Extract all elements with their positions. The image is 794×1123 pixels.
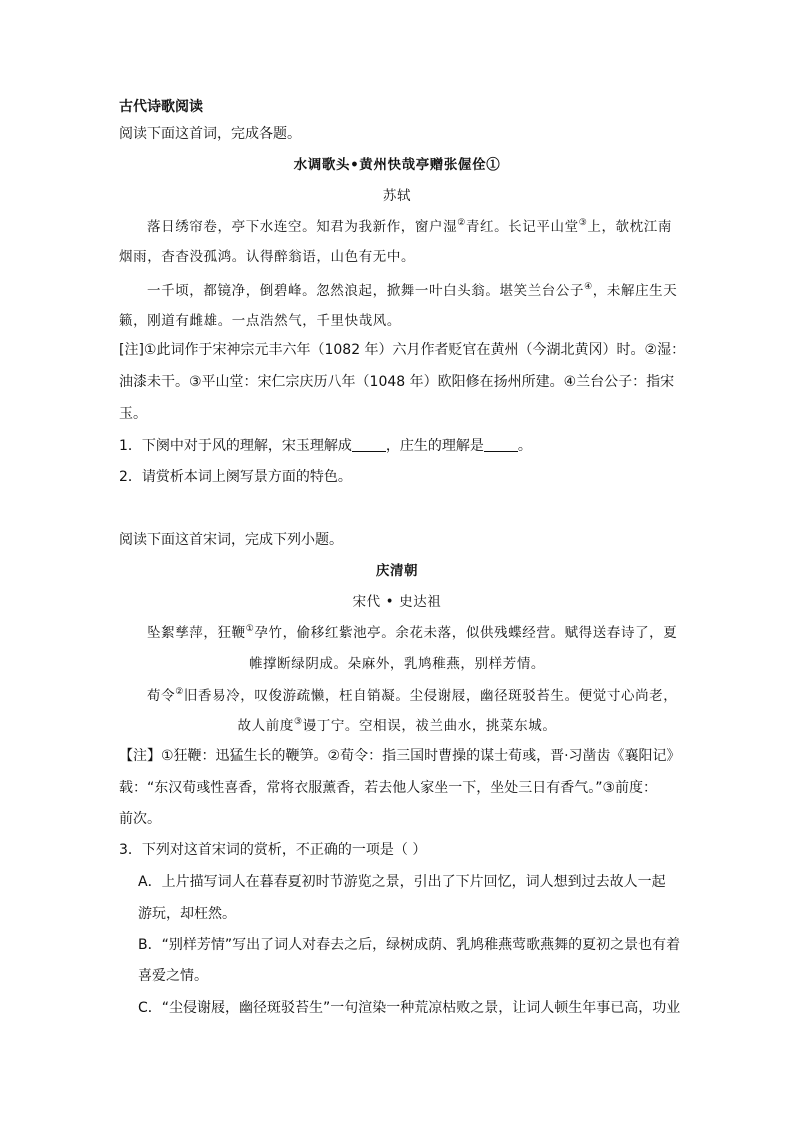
poem1-stanza1-line2: 烟雨，杳杳没孤鸿。认得醉翁语，山色有无中。 bbox=[119, 249, 416, 265]
question-3: 3．下列对这首宋词的赏析，不正确的一项是（ ） bbox=[119, 842, 427, 858]
option-a-line2: 游玩，却枉然。 bbox=[138, 906, 236, 922]
instruction-1: 阅读下面这首词，完成各题。 bbox=[119, 126, 301, 142]
poem-author-1: 苏轼 bbox=[382, 188, 412, 204]
section-heading: 古代诗歌阅读 bbox=[119, 99, 203, 115]
poem2-line3: 荀令②旧香易冷，叹俊游疏懒，枉自销凝。尘侵谢屐，幽径斑驳苔生。便觉寸心尚老， bbox=[147, 687, 678, 704]
note2-line3: 前次。 bbox=[119, 811, 161, 827]
poem2-line1: 坠絮孳萍，狂鞭①孕竹，偷移红紫池亭。余花未落，似供残蝶经营。赋得送春诗了，夏 bbox=[147, 624, 678, 641]
option-b-line2: 喜爱之情。 bbox=[138, 968, 208, 984]
option-c-line1[interactable]: C．“尘侵谢屐，幽径斑驳苔生”一句渲染一种荒凉枯败之景，让词人顿生年事已高，功业 bbox=[138, 1000, 681, 1016]
poem-title-1: 水调歌头•黄州快哉亭赠张偓佺① bbox=[293, 157, 501, 173]
poem1-stanza1-line1: 落日绣帘卷，亭下水连空。知君为我新作，窗户湿②青红。长记平山堂③上，欹枕江南 bbox=[147, 218, 672, 235]
question-2: 2．请赏析本词上阕写景方面的特色。 bbox=[119, 469, 352, 485]
poem-title-2: 庆清朝 bbox=[375, 563, 419, 579]
answer-blank-2[interactable] bbox=[484, 437, 518, 452]
poem2-line4: 故人前度③谩丁宁。空相误，祓兰曲水，挑菜东城。 bbox=[237, 717, 557, 734]
note1-line2: 油漆未干。③平山堂：宋仁宗庆历八年（1048 年）欧阳修在扬州所建。④兰台公子：指宋 bbox=[119, 374, 675, 390]
question-1: 1．下阕中对于风的理解，宋玉理解成 ，庄生的理解是 。 bbox=[119, 438, 532, 454]
poem1-stanza2-line1: 一千顷，都镜净，倒碧峰。忽然浪起，掀舞一叶白头翁。堪笑兰台公子④，未解庄生天 bbox=[147, 282, 678, 299]
instruction-2: 阅读下面这首宋词，完成下列小题。 bbox=[119, 532, 343, 548]
poem2-line2: 帷撑断绿阴成。朵麻外，乳鸠稚燕，别样芳情。 bbox=[248, 656, 546, 672]
note2-line1: 【注】①狂鞭：迅猛生长的鞭笋。②荀令：指三国时曹操的谋士荀彧，晋·习凿齿《襄阳记》 bbox=[119, 748, 681, 764]
option-a-line1[interactable]: A．上片描写词人在暮春夏初时节游览之景，引出了下片回忆，词人想到过去故人一起 bbox=[138, 874, 666, 890]
note1-line1: [注]①此词作于宋神宗元丰六年（1082 年）六月作者贬官在黄州（今湖北黄冈）时。②湿： bbox=[119, 342, 686, 358]
answer-blank-1[interactable] bbox=[352, 437, 386, 452]
note2-line2: 载：“东汉荀彧性喜香，常将衣服薰香，若去他人家坐一下，坐处三日有香气。”③前度： bbox=[119, 780, 658, 796]
note1-line3: 玉。 bbox=[119, 406, 147, 422]
poem1-stanza2-line2: 籁，刚道有雌雄。一点浩然气，千里快哉风。 bbox=[119, 313, 401, 329]
poem-author-2: 宋代 • 史达祖 bbox=[352, 594, 442, 610]
option-b-line1[interactable]: B．“别样芳情”写出了词人对春去之后，绿树成荫、乳鸠稚燕莺歌燕舞的夏初之景也有着 bbox=[138, 937, 681, 953]
